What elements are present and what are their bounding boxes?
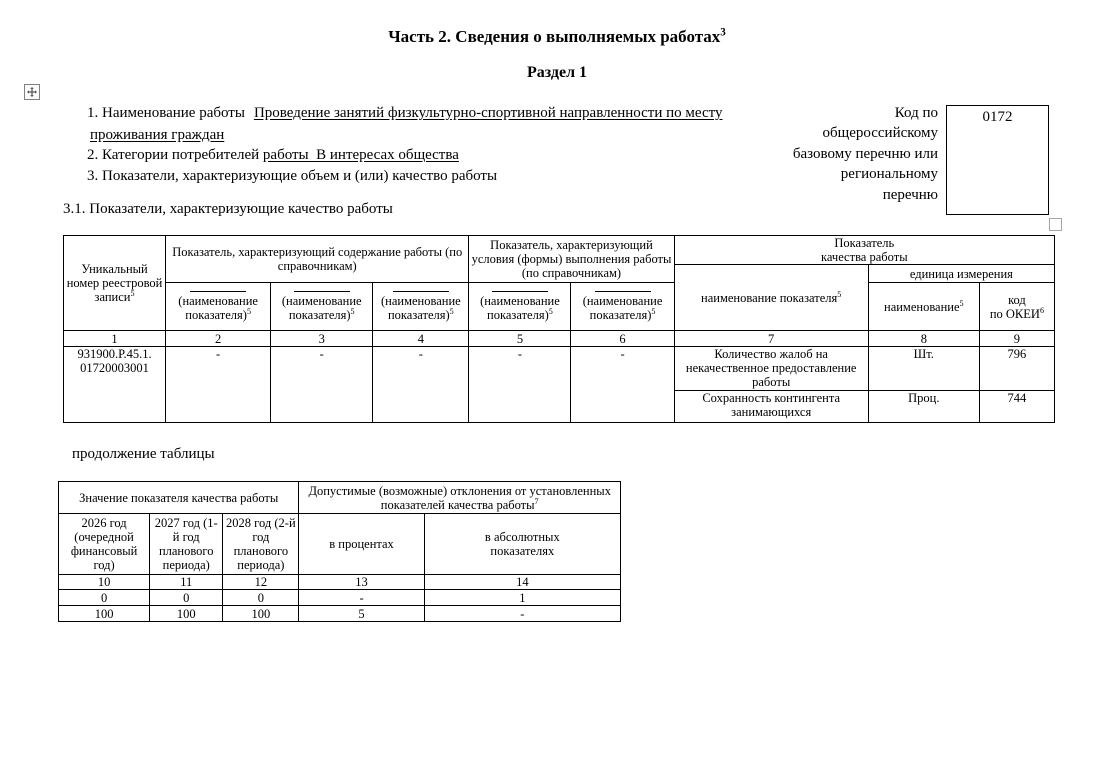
table-row	[64, 347, 1055, 391]
dash-cell: -	[373, 347, 469, 423]
col-number: 11	[150, 575, 223, 590]
header-year-2026: 2026 год (очередной финансовый год)	[59, 514, 150, 575]
unit-cell: Проц.	[868, 391, 979, 423]
code-label-line: общероссийскому	[822, 125, 938, 142]
header-indicator-sub-4: (наименование показателя)$^5$	[373, 283, 469, 331]
value-cell: 100	[223, 606, 299, 622]
header-value-group: Значение показателя качества работы	[59, 482, 299, 514]
table-resize-handle[interactable]	[1049, 218, 1062, 231]
column-number-row	[59, 575, 621, 590]
col-number: 3	[271, 331, 373, 347]
col-number: 12	[223, 575, 299, 590]
header-indicator-name: наименование показателя$^5$	[674, 265, 868, 331]
table-move-handle-icon[interactable]	[24, 84, 40, 100]
indicator-cell: Количество жалоб на некачественное предоставление работы	[674, 347, 868, 391]
header-quality-group: Показатель качества работы	[674, 236, 1054, 265]
header-absolute: в абсолютных показателях	[424, 514, 620, 575]
item2-label: 2. Категории потребителей	[87, 147, 260, 163]
code-label-line: региональному	[840, 166, 938, 183]
dash-cell: -	[271, 347, 373, 423]
fill-in-line	[492, 291, 548, 292]
value-cell: 1	[424, 590, 620, 606]
item2-value: работы В интересах общества	[262, 147, 459, 163]
value-cell: 0	[223, 590, 299, 606]
code-value: 0172	[982, 109, 1013, 125]
code-panel-label	[730, 103, 938, 205]
col-number: 10	[59, 575, 150, 590]
col-number: 2	[166, 331, 271, 347]
value-cell: -	[424, 606, 620, 622]
col-number: 13	[299, 575, 424, 590]
col-number: 6	[571, 331, 674, 347]
dash-cell: -	[571, 347, 674, 423]
code-label-line: перечню	[882, 186, 938, 203]
quality-values-table	[58, 481, 621, 622]
field-item-1-continued	[90, 127, 224, 143]
document-title	[0, 27, 1114, 47]
header-conditions-group: Показатель, характеризующий условия (формы) выполнения работы (по справочникам)	[469, 236, 674, 283]
col-number: 7	[674, 331, 868, 347]
code-label-line: базовому перечню или	[792, 145, 938, 162]
header-unique-number: Уникальный номер реестровой записи$^5$	[64, 236, 166, 331]
col-number: 8	[868, 331, 979, 347]
dash-cell: -	[166, 347, 271, 423]
header-unit-group: единица измерения	[868, 265, 1054, 283]
okei-cell: 796	[979, 347, 1054, 391]
table-continuation-label: продолжение таблицы	[72, 446, 215, 462]
item1-label: 1. Наименование работы	[87, 105, 245, 121]
indicator-cell: Сохранность контингента занимающихся	[674, 391, 868, 423]
fill-in-line	[190, 291, 246, 292]
column-number-row	[64, 331, 1055, 347]
header-year-2028: 2028 год (2-й год планового периода)	[223, 514, 299, 575]
field-item-3: 3. Показатели, характеризующие объем и (или) качество работы	[87, 168, 498, 184]
code-box	[946, 105, 1049, 215]
header-year-2027: 2027 год (1-й год планового периода)	[150, 514, 223, 575]
col-number: 14	[424, 575, 620, 590]
table-row	[59, 590, 621, 606]
header-unit-code: код по ОКЕИ$^6$	[979, 283, 1054, 331]
col-number: 9	[979, 331, 1054, 347]
quality-indicators-table	[63, 235, 1055, 423]
value-cell: -	[299, 590, 424, 606]
header-indicator-sub-2: (наименование показателя)$^5$	[166, 283, 271, 331]
item1-value-line1: Проведение занятий физкультурно-спортивной направленности по месту	[253, 105, 723, 121]
code-label-line: Код по	[894, 105, 938, 121]
col-number: 5	[469, 331, 571, 347]
header-percent: в процентах	[299, 514, 424, 575]
four-way-arrow-icon	[27, 87, 37, 97]
col-number: 1	[64, 331, 166, 347]
value-cell: 0	[59, 590, 150, 606]
fill-in-line	[393, 291, 449, 292]
field-item-2	[87, 147, 459, 163]
unit-cell: Шт.	[868, 347, 979, 391]
value-cell: 100	[150, 606, 223, 622]
field-item-3-1: 3.1. Показатели, характеризующие качество работы	[63, 201, 393, 217]
header-content-group: Показатель, характеризующий содержание работы (по справочникам)	[166, 236, 469, 283]
value-cell: 5	[299, 606, 424, 622]
title-footnote: 3	[720, 26, 726, 39]
okei-cell: 744	[979, 391, 1054, 423]
table-row	[59, 606, 621, 622]
field-item-1	[87, 105, 722, 121]
section-title: Раздел 1	[526, 64, 588, 81]
header-indicator-sub-6: (наименование показателя)$^5$	[571, 283, 674, 331]
header-indicator-sub-5: (наименование показателя)$^5$	[469, 283, 571, 331]
col-number: 4	[373, 331, 469, 347]
fill-in-line	[294, 291, 350, 292]
header-indicator-sub-3: (наименование показателя)$^5$	[271, 283, 373, 331]
header-unit-name: наименование$^5$	[868, 283, 979, 331]
value-cell: 100	[59, 606, 150, 622]
fill-in-line	[595, 291, 651, 292]
document-title-text: Часть 2. Сведения о выполняемых работах	[388, 27, 721, 46]
header-deviation-group: Допустимые (возможные) отклонения от установленных показателей качества работы$^7$	[299, 482, 621, 514]
value-cell: 0	[150, 590, 223, 606]
item1-value-line2: проживания граждан	[90, 127, 225, 143]
dash-cell: -	[469, 347, 571, 423]
registry-number-cell: 931900.Р.45.1. 01720003001	[64, 347, 166, 423]
